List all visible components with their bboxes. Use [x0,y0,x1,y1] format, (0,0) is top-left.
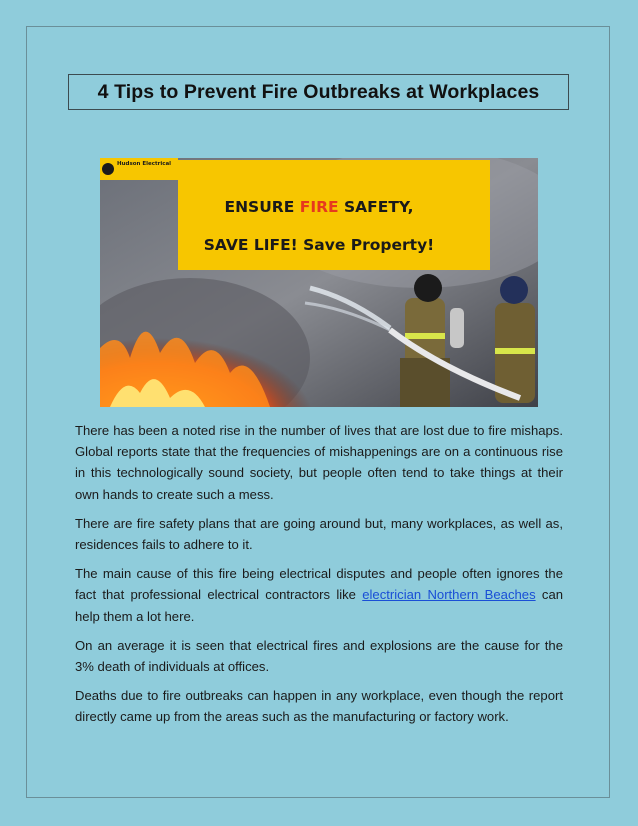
company-logo: Hudson Electrical [117,161,172,167]
paragraph: Deaths due to fire outbreaks can happen in any workplace, even though the report directly came up from the areas such as the manufacturing or factory work. [75,688,563,725]
paragraph-text: The main cause of this fire being electrical disputes and people often ignores the fact that professional electrical contractors like [75,566,563,603]
electrician-link[interactable]: electrician Northern Beaches [362,587,536,603]
title-box [68,74,569,110]
paragraph-text: can help them a lot here. [75,587,564,624]
paragraph-with-link [75,563,563,627]
banner-highlight: FIRE [299,198,339,216]
banner-line-1-start: ENSURE [224,198,300,216]
paragraph: There has been a noted rise in the number of lives that are lost due to fire mishaps. Global reports state that the frequencies of mishappenings are on a continuous rise in this technologically sound society, but people often tend to take things at their own hands to create such a mess. [75,423,563,502]
banner-line-1-end: SAFETY, [338,198,414,216]
document-title: 4 Tips to Prevent Fire Outbreaks at Workplaces [97,80,540,103]
fire-scene-illustration [100,158,538,407]
paragraph: On an average it is seen that electrical fires and explosions are the cause for the 3% death of individuals at offices. [75,637,563,675]
banner-line-1 [100,198,538,216]
paragraph: There are fire safety plans that are going around but, many workplaces, as well as, residences fails to adhere to it. [75,515,563,553]
banner-line-2: SAVE LIFE! Save Property! [203,236,435,254]
hero-image [100,158,538,407]
article-body [75,420,563,736]
